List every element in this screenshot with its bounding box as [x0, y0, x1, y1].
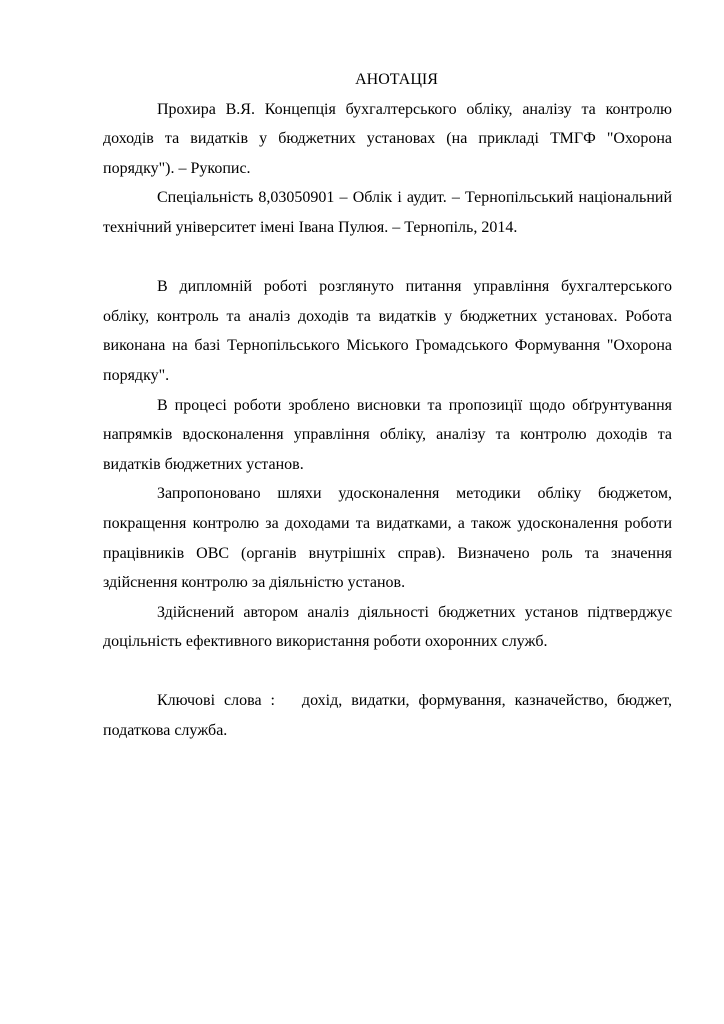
keywords-label: Ключові слова : — [157, 692, 275, 710]
page-title: АНОТАЦІЯ — [355, 71, 438, 88]
document-page — [103, 65, 672, 746]
spacer — [103, 657, 672, 687]
abstract-paragraph-1: В дипломній роботі розглянуто питання управління бухгалтерського обліку, контроль та аналіз доходів та видатків у бюджетних установах. Робота виконана на базі Тернопільського Міського Громадського Формування "Охорона порядку". — [103, 278, 672, 384]
spacer — [103, 243, 672, 273]
specialty-paragraph: Спеціальність 8,03050901 – Облік і аудит. – Тернопільський національний технічний університет імені Івана Пулюя. – Тернопіль, 2014. — [103, 189, 672, 236]
keywords-paragraph — [103, 686, 672, 745]
abstract-paragraph-4: Здійснений автором аналіз діяльності бюджетних установ підтверджує доцільність ефективного використання роботи охоронних служб. — [103, 603, 672, 651]
citation-paragraph: Прохира В.Я. Концепція бухгалтерського обліку, аналізу та контролю доходів та видатків у бюджетних установах (на прикладі ТМГФ "Охорона порядку"). – Рукопис. — [103, 100, 672, 177]
abstract-paragraph-3: Запропоновано шляхи удосконалення методики обліку бюджетом, покращення контролю за доходами та видатками, а також удосконалення роботи працівників ОВС (органів внутрішніх справ). Визначено роль та значення здійснення контролю за діяльністю установ. — [103, 485, 672, 592]
keywords-list: дохід, видатки, формування, казначейство, бюджет, податкова служба. — [103, 692, 672, 740]
abstract-paragraph-2: В процесі роботи зроблено висновки та пропозиції щодо обґрунтування напрямків вдосконалення управління обліку, аналізу та контролю доходів та видатків бюджетних установ. — [103, 396, 672, 473]
